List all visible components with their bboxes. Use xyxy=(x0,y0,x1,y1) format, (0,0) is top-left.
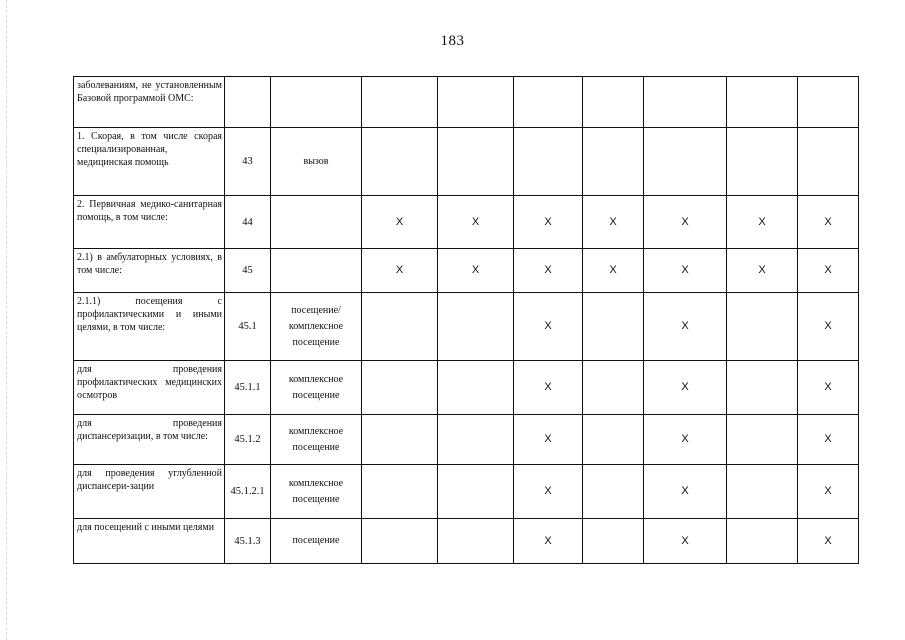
row-code-cell: 43 xyxy=(225,128,271,196)
value-cell: X xyxy=(514,361,583,415)
value-cell xyxy=(362,415,438,465)
value-cell xyxy=(583,77,644,128)
value-cell: X xyxy=(798,293,859,361)
value-cell xyxy=(727,128,798,196)
row-unit-cell xyxy=(271,249,362,293)
row-name-cell: для проведения углубленной диспансери-зации xyxy=(74,465,225,519)
row-code-cell: 45.1.3 xyxy=(225,519,271,564)
value-cell: X xyxy=(644,196,727,249)
table-row xyxy=(74,293,859,361)
value-cell xyxy=(438,415,514,465)
value-cell xyxy=(644,128,727,196)
value-cell: X xyxy=(798,519,859,564)
value-cell xyxy=(362,519,438,564)
value-cell xyxy=(438,293,514,361)
row-unit-cell: вызов xyxy=(271,128,362,196)
value-cell: X xyxy=(798,249,859,293)
value-cell: X xyxy=(644,465,727,519)
value-cell xyxy=(644,77,727,128)
value-cell xyxy=(727,519,798,564)
table-row xyxy=(74,128,859,196)
value-cell xyxy=(362,77,438,128)
value-cell xyxy=(583,465,644,519)
value-cell xyxy=(727,293,798,361)
value-cell xyxy=(514,128,583,196)
value-cell xyxy=(362,128,438,196)
value-cell xyxy=(438,465,514,519)
row-name-cell: заболеваниям, не установленным Базовой программой ОМС: xyxy=(74,77,225,128)
value-cell: X xyxy=(514,293,583,361)
table-row xyxy=(74,465,859,519)
value-cell: X xyxy=(727,249,798,293)
row-unit-cell xyxy=(271,77,362,128)
row-unit-cell: комплексное посещение xyxy=(271,415,362,465)
value-cell: X xyxy=(514,519,583,564)
value-cell: X xyxy=(644,293,727,361)
row-name-cell: 1. Скорая, в том числе скорая специализированная, медицинская помощь xyxy=(74,128,225,196)
row-code-cell: 45.1 xyxy=(225,293,271,361)
value-cell: X xyxy=(644,249,727,293)
row-code-cell: 45.1.1 xyxy=(225,361,271,415)
value-cell: X xyxy=(438,249,514,293)
row-name-cell: 2.1) в амбулаторных условиях, в том числе: xyxy=(74,249,225,293)
value-cell: X xyxy=(798,465,859,519)
value-cell: X xyxy=(583,196,644,249)
row-code-cell: 45 xyxy=(225,249,271,293)
page-number: 183 xyxy=(440,33,465,49)
medical-care-volume-table xyxy=(73,76,859,564)
value-cell xyxy=(583,128,644,196)
row-code-cell: 45.1.2 xyxy=(225,415,271,465)
value-cell xyxy=(438,519,514,564)
table-row xyxy=(74,196,859,249)
value-cell xyxy=(727,361,798,415)
row-code-cell: 44 xyxy=(225,196,271,249)
table-row xyxy=(74,415,859,465)
value-cell: X xyxy=(798,415,859,465)
value-cell: X xyxy=(514,249,583,293)
value-cell xyxy=(727,415,798,465)
value-cell xyxy=(583,519,644,564)
value-cell: X xyxy=(798,361,859,415)
table-row xyxy=(74,77,859,128)
value-cell: X xyxy=(514,465,583,519)
value-cell xyxy=(362,361,438,415)
row-name-cell: 2. Первичная медико-санитарная помощь, в том числе: xyxy=(74,196,225,249)
row-name-cell: для проведения профилактических медицинских осмотров xyxy=(74,361,225,415)
value-cell: X xyxy=(438,196,514,249)
value-cell xyxy=(438,77,514,128)
value-cell: X xyxy=(362,196,438,249)
table-row xyxy=(74,519,859,564)
table-row xyxy=(74,249,859,293)
value-cell: X xyxy=(644,361,727,415)
value-cell: X xyxy=(727,196,798,249)
row-name-cell: для проведения диспансеризации, в том числе: xyxy=(74,415,225,465)
value-cell: X xyxy=(583,249,644,293)
row-name-cell: 2.1.1) посещения с профилактическими и иными целями, в том числе: xyxy=(74,293,225,361)
value-cell xyxy=(727,77,798,128)
value-cell: X xyxy=(514,196,583,249)
row-name-cell: для посещений с иными целями xyxy=(74,519,225,564)
binding-margin-line xyxy=(6,0,7,640)
value-cell xyxy=(362,465,438,519)
value-cell: X xyxy=(514,415,583,465)
value-cell xyxy=(798,128,859,196)
table-row xyxy=(74,361,859,415)
value-cell: X xyxy=(798,196,859,249)
value-cell xyxy=(583,293,644,361)
row-unit-cell: комплексное посещение xyxy=(271,361,362,415)
value-cell xyxy=(362,293,438,361)
value-cell: X xyxy=(362,249,438,293)
row-code-cell xyxy=(225,77,271,128)
row-code-cell: 45.1.2.1 xyxy=(225,465,271,519)
value-cell xyxy=(438,128,514,196)
value-cell xyxy=(514,77,583,128)
value-cell: X xyxy=(644,519,727,564)
row-unit-cell: посещение xyxy=(271,519,362,564)
row-unit-cell: посещение/ комплексное посещение xyxy=(271,293,362,361)
value-cell xyxy=(727,465,798,519)
value-cell xyxy=(798,77,859,128)
value-cell: X xyxy=(644,415,727,465)
row-unit-cell: комплексное посещение xyxy=(271,465,362,519)
value-cell xyxy=(583,361,644,415)
row-unit-cell xyxy=(271,196,362,249)
value-cell xyxy=(438,361,514,415)
value-cell xyxy=(583,415,644,465)
